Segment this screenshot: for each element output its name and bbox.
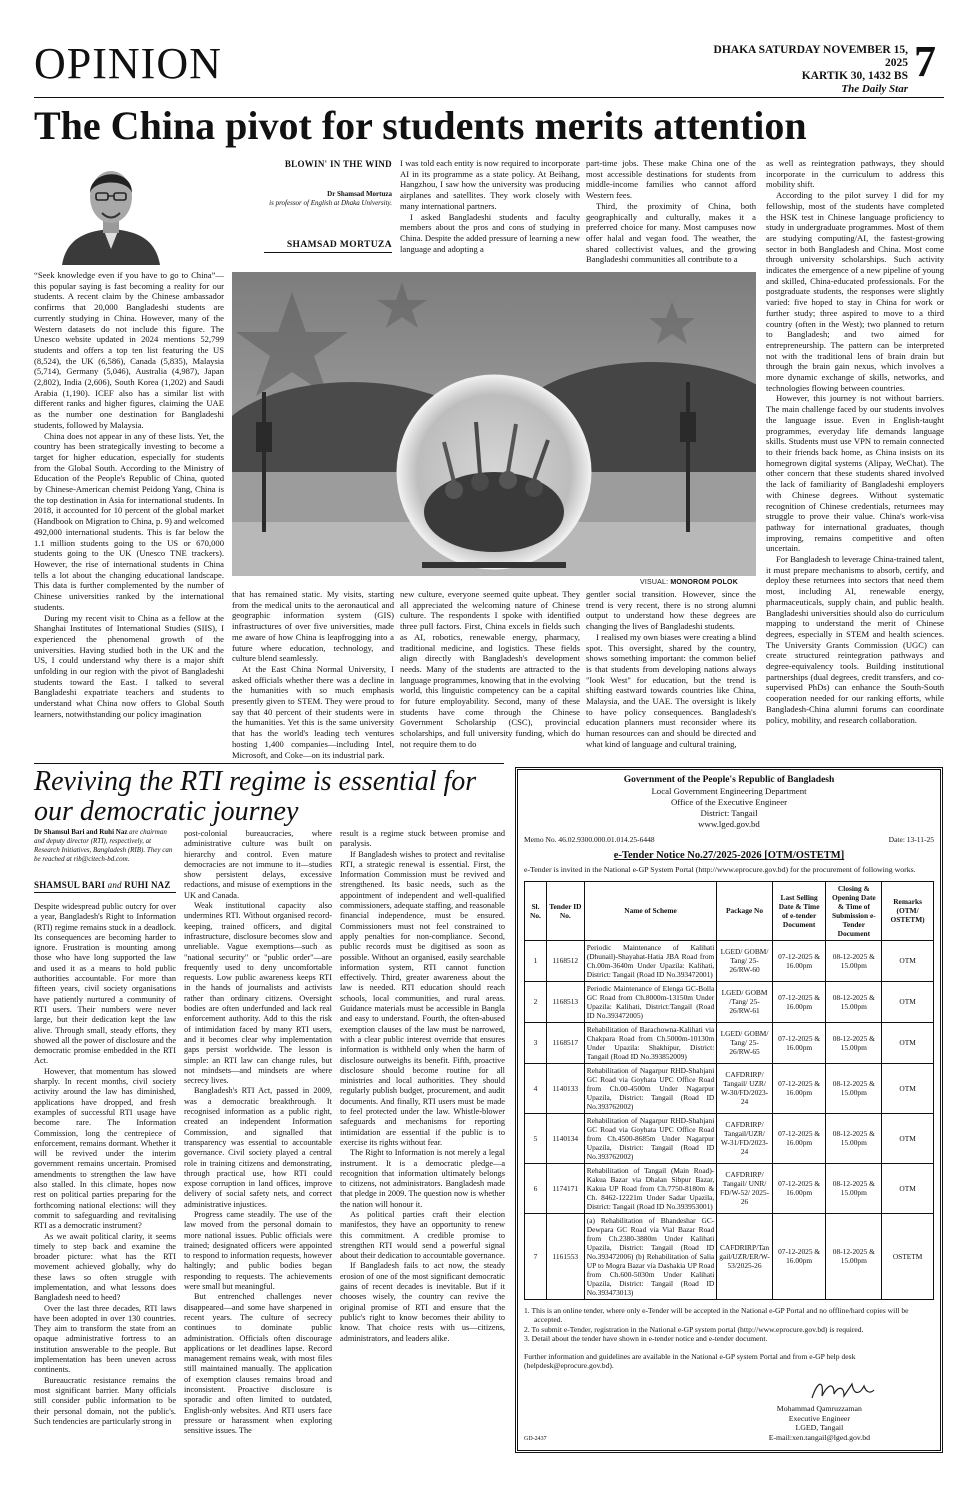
paragraph: As political parties craft their election manifestos, they have an opportunity to renew this commitment. A credible promise to strengthen RTI would send a powerful signal about their dedication to accountable governance.: [340, 1209, 505, 1261]
byline-and: and: [107, 880, 122, 890]
cell-sell: 07-12-2025 & 16.00pm: [772, 1213, 826, 1299]
byline-author-a: SHAMSUL BARI: [34, 880, 106, 890]
cell-sl: 2: [525, 981, 547, 1022]
cell-remark: OTM: [882, 940, 934, 981]
paragraph: As we await political clarity, it seems timely to step back and examine the broader picture: what has the RTI movement achieved globally, why do these laws so often struggle with implementation, and what lessons does Bangladesh need to heed?: [34, 1231, 176, 1303]
dept-name: Local Government Engineering Department: [651, 786, 807, 796]
article2-column-3: [340, 829, 505, 1455]
cell-sl: 5: [525, 1113, 547, 1163]
paragraph: I asked Bangladeshi students and faculty members about the pros and cons of studying in China. Despite the added pressure of learning a new language and adopting a: [400, 211, 580, 254]
cell-scheme: Rehabilitation of Barachowna-Kalihati via Chakpara Road from Ch.5000m-10130m Under Upazila: Shakhipur, District: Tangail (Road ID No.393852009): [584, 1022, 717, 1063]
article1-column-3-bottom: [400, 589, 580, 759]
article2-byline: [34, 880, 176, 893]
section-rule: [34, 763, 504, 764]
cell-scheme: Periodic Maintenance of Elenga GC-Bolla GC Road from Ch.8000m-13150m Under Upazila: Kalihati, District:Tangail (Road ID No.393472005): [584, 981, 717, 1022]
photo-credit: [640, 579, 738, 586]
notice-intro: e-Tender is invited in the National e-GP System Portal (http://www.eprocure.gov.bd) for the procurement of following works.: [524, 865, 916, 874]
cell-close: 08-12-2025 & 15.00pm: [826, 981, 882, 1022]
gov-name: Government of the People's Republic of Bangladesh: [623, 775, 835, 785]
paragraph: I was told each entity is now required to incorporate AI in its programme as a state policy. At Beihang, Hangzhou, I saw how the university was producing airplanes and satellites. They work closely with many international partners.: [400, 158, 580, 211]
paragraph: I realised my own biases were creating a blind spot. This oversight, shared by the country, shows something important: the common belief is that students from developing nations always "look West" for education, but the trend is shifting eastward towards countries like China, Malaysia, and the UAE. The oversight is likely to have policy consequences. Bangladesh's education planners must reconsider where its human resources can and should be directed and what kind of language and cultural training,: [586, 631, 756, 749]
paragraph: However, that momentum has slowed sharply. In recent months, civil society activity around the law has diminished, applications have dropped, and fresh examples of successful RTI usage have become rare. The Information Commission, long the centrepiece of enforcement, remains dormant. Whether it will be revived under the interim government remains uncertain. Promised amendments to strengthen the law have also stalled. In this climate, hopes now rest on political parties preparing for the forthcoming national elections: will they commit to safeguarding and revitalising RTI as a democratic instrument?: [34, 1066, 176, 1231]
photo-credit-label: VISUAL:: [640, 579, 669, 586]
article2-column-1: [34, 902, 176, 1455]
article2-bio-text: are chairman and deputy director (RTI), respectively, at Research Initiatives, Bangladesh (RIB). They can be reached at rib@citech-bd.com.: [34, 828, 173, 863]
date-block: [700, 44, 908, 96]
cell-id: 1168512: [546, 940, 584, 981]
cell-sell: 07-12-2025 & 16.00pm: [772, 1022, 826, 1063]
table-row: [525, 1213, 934, 1299]
cell-sl: 1: [525, 940, 547, 981]
signatory-office: LGED, Tangail: [795, 1423, 844, 1432]
cell-id: 1168513: [546, 981, 584, 1022]
article1-headline: The China pivot for students merits attention: [34, 103, 807, 148]
header-remarks: Remarks (OTM/ OSTETM): [882, 881, 934, 940]
further-info: Further information and guidelines are available in the National e-GP system Portal and from e-GP help desk (helpdesk@eprocure.gov.bd).: [524, 1351, 856, 1371]
paper-name: The Daily Star: [841, 83, 908, 95]
cell-close: 08-12-2025 & 15.00pm: [826, 1063, 882, 1113]
cell-close: 08-12-2025 & 15.00pm: [826, 1213, 882, 1299]
byline-author-b: RUHI NAZ: [124, 880, 171, 890]
header-sl: Sl. No.: [525, 881, 547, 940]
header-scheme: Name of Scheme: [584, 881, 717, 940]
photo-credit-name: MONOROM POLOK: [670, 579, 738, 586]
article1-column-3-top: [400, 158, 580, 270]
author-bio-text: is professor of English at Dhaka University.: [269, 199, 392, 207]
paragraph: If Bangladesh wishes to protect and revitalise RTI, a strategic renewal is essential. First, the Information Commission must be revived and strengthened. Its basic needs, such as the appointment of independent and well-qualified commissioners, adequate staffing, and reasonable financial independence, must be ensured. Commissioners must not feel constrained to apply penalties for non-compliance. Second, public records must be digitised as soon as possible. Without an organised, easily searchable information system, RTI cannot function effectively. Third, greater awareness about the law is needed. RTI education should reach schools, local communities, and rural areas. Guidance materials must be accessible in Bangla and easy to understand. Fourth, the often-abused exemption clauses of the law must be narrowed, with a clear public interest override that ensures information is withheld only when the harm of disclosure outweighs its benefit. Fifth, proactive disclosure should become routine for all ministries and local authorities. They should regularly publish budget, procurement, and audit documents. And finally, RTI users must be made to feel protected under the law. Whistle-blower safeguards and mechanisms for reporting intimidation are essential if the public is to exercise its rights without fear.: [340, 849, 505, 1147]
cell-package: CAFDRIRP/ Tangail/ UZR/ W-30/FD/2023-24: [717, 1063, 772, 1113]
article2-bio-names: Dr Shamsul Bari and Ruhi Naz: [34, 828, 128, 836]
cell-sl: 4: [525, 1063, 547, 1113]
cell-close: 08-12-2025 & 15.00pm: [826, 1113, 882, 1163]
note-item: 1. This is an online tender, where only e-Tender will be accepted in the National e-GP Portal and no offline/hard copies will be accepted.: [524, 1305, 909, 1325]
cell-id: 1140133: [546, 1063, 584, 1113]
article2-column-2: [184, 829, 332, 1455]
header-tender-id: Tender ID No.: [546, 881, 584, 940]
paragraph: “Seek knowledge even if you have to go to China”—this popular saying is fast becoming a reality for our students. A recent claim by the Chinese ambassador confirms that 20,000 Bangladeshi students are currently studying in China. However, many of the Western datasets do not include this figure. The Unesco website updated in 2024 mentions 52,799 students and offers a top ten list featuring the US (8,524), the UK (6,586), Canada (5,835), Malaysia (5,714), Germany (5,046), Australia (4,987), Japan (2,802), India (2,606), South Korea (1,202) and Saudi Arabia (1,190). ICEF also has a similar list with different ranks and higher figures, claiming the UAE as the number one destination for Bangladeshi students, followed by Malaysia.: [34, 270, 224, 430]
paragraph: If Bangladesh fails to act now, the steady erosion of one of the most significant democratic gains of recent decades is inevitable. But if it chooses wisely, the country can revive the original promise of RTI and ensure that the public's right to know becomes their ability to know. That choice rests with us—citizens, administrators, and leaders alike.: [340, 1261, 505, 1343]
office-name: Office of the Executive Engineer: [670, 797, 788, 807]
cell-sell: 07-12-2025 & 16.00pm: [772, 981, 826, 1022]
paragraph: But entrenched challenges never disappeared—and some have sharpened in recent years. The culture of secrecy continues to dominate public administration. Officials often discourage applications or let deadlines lapse. Record management remains weak, with most files still maintained manually. The application of exemption clauses remains broad and inconsistent. Proactive disclosure is sporadic and often limited to outdated, English-only websites. And RTI users face pressure or harassment when exploring sensitive issues. The: [184, 1292, 332, 1436]
paragraph: Progress came steadily. The use of the law moved from the personal domain to more national issues. Public officials were trained; designated officers were appointed to respond to information requests, however haltingly; and public bodies began responding to requests. The achievements were small but meaningful.: [184, 1209, 332, 1292]
note-item: 2. To submit e-Tender, registration in the National e-GP system portal (http://www.eprocure.gov.bd) is required.: [524, 1324, 864, 1334]
cell-remark: OTM: [882, 981, 934, 1022]
paragraph: However, this journey is not without barriers. The main challenge faced by our students involves the language issue. Even in English-taught programmes, everyday life demands language skills. Students must use VPN to remain connected to their friends back home, as China insists on its homegrown digital systems (Alipay, WeChat). The other concern that these students shared involved the lack of familiarity of Bangladeshi employers with Chinese degrees. Without systematic recognition of Chinese credentials, returnees may struggle to prove their value. China's work-visa pathway for international graduates, though improving, remains competitive and often uncertain.: [766, 393, 944, 554]
paragraph: According to the pilot survey I did for my fellowship, most of the students have completed the HSK test in Chinese language proficiency to study in undergraduate programmes. Most of them are studying computing/AI, the fastest-growing sector in both Bangladesh and China. Most come through university scholarships. Such activity indicates the emergence of a new pipeline of young and skilled, China-educated professionals. For the postgraduate students, the responses were slightly varied: five hoped to stay in China for work or further study; three aspired to move to a third country (often in the West); two planned to return to Bangladesh; and two aimed for entrepreneurship. The pattern can be interpreted not with the traditional lens of brain drain but through the brain gain nexus, which involves a more dynamic exchange of skills, networks, and technologies flowing between countries.: [766, 190, 944, 393]
author-bio: [254, 190, 392, 208]
cell-sl: 6: [525, 1163, 547, 1213]
paragraph: The Right to Information is not merely a legal instrument. It is a democratic pledge—a recognition that information ultimately belongs to citizens, not administrators. Bangladesh made that pledge in 2009. The question now is whether the nation will honour it.: [340, 1148, 505, 1209]
notice-title: e-Tender Notice No.27/2025-2026 [OTM/OSTETM]: [613, 850, 845, 861]
cell-close: 08-12-2025 & 15.00pm: [826, 940, 882, 981]
cell-remark: OSTETM: [882, 1213, 934, 1299]
cell-sl: 3: [525, 1022, 547, 1063]
table-row: [525, 1022, 934, 1063]
cell-id: 1161553: [546, 1213, 584, 1299]
cell-id: 1140134: [546, 1113, 584, 1163]
note-item: 3. Detail about the tender have shown in e-tender notice and e-tender document.: [524, 1334, 768, 1344]
table-row: [525, 1113, 934, 1163]
section-title: OPINION: [34, 39, 222, 88]
article-photo: [232, 272, 756, 576]
paragraph: post-colonial bureaucracies, where administrative culture was built on hierarchy and control. Even mature democracies are not immune to it—studies show persistent delays, excessive redactions, and misuse of exemptions in the UK and Canada.: [184, 829, 332, 900]
author-bio-name: Dr Shamsad Mortuza: [327, 190, 392, 198]
paragraph: Bangladesh's RTI Act, passed in 2009, was a democratic breakthrough. It recognised information as a public right, created an independent Information Commission, and signalled that transparency was essential to accountable governance. Civil society played a central role in training citizens and demonstrating, through practical use, how RTI could expose corruption in land offices, improve delivery of social safety nets, and correct administrative injustices.: [184, 1086, 332, 1209]
signature-icon: [808, 1376, 878, 1406]
paragraph: For Bangladesh to leverage China-trained talent, it must prepare mechanisms to absorb, certify, and deploy these returnees into sectors that need them most, including AI, renewable energy, pharmaceuticals, supply chain, and public health. Bangladeshi universities should also do curriculum mapping to understand the merit of Chinese degrees, especially in STEM and health sciences. The University Grants Commission (UGC) can create structured reintegration pathways and degree-equivalency tools. Building institutional partnerships (dual degrees, credit transfers, and co-supervised PhDs) can enhance the South-South cooperation needed for our ranking efforts, while Bangladesh-China alumni forums can coordinate policy, mobility, and research collaboration.: [766, 554, 944, 725]
signatory-block: [769, 1404, 870, 1442]
date-line: DHAKA SATURDAY NOVEMBER 15, 2025: [713, 44, 908, 69]
page-number: 7: [914, 37, 936, 86]
cell-id: 1168517: [546, 1022, 584, 1063]
cell-remark: OTM: [882, 1113, 934, 1163]
table-row: [525, 940, 934, 981]
tender-table: [524, 881, 934, 1300]
cell-package: LGED/ GOBM/ Tang/ 25-26/RW-65: [717, 1022, 772, 1063]
byline: SHAMSAD MORTUZA: [264, 240, 392, 253]
cell-remark: OTM: [882, 1163, 934, 1213]
paragraph: Third, the proximity of China, both geographically and culturally, makes it a preferred choice for many. Most campuses now offer halal and vegan food. The weather, the shared collectivist values, and the growing Bangladeshi communities all contribute to a: [586, 200, 756, 265]
memo-date: Date: 13-11-25: [888, 835, 934, 844]
cell-scheme: Periodic Maintenance of Kalihati (Dhunail)-Shayahat-Hatia JBA Road from Ch.00m-3640m Under Upazila: Kalihati, District: Tangail (Road ID No.393472001): [584, 940, 717, 981]
gd-code: GD-2437: [524, 1436, 547, 1442]
signatory-email: E-mail:xen.tangail@lged.gov.bd: [768, 1432, 870, 1442]
header-package: Package No: [717, 881, 772, 940]
website: www.lged.gov.bd: [698, 819, 760, 829]
cell-sell: 07-12-2025 & 16.00pm: [772, 1063, 826, 1113]
table-header-row: [525, 881, 934, 940]
cell-close: 08-12-2025 & 15.00pm: [826, 1163, 882, 1213]
table-row: [525, 1063, 934, 1113]
cell-scheme: Rehabilitation of Tangail (Main Road)-Kakua Bazar via Dhalan Sibpur Bazar, Kakua UP Road from Ch.7750-8180m & Ch. 8462-12221m Under Sadar Upazila, District: Tangail (Road ID No.393953001): [584, 1163, 717, 1213]
cell-sl: 7: [525, 1213, 547, 1299]
signatory-name: Mohammad Qamruzzaman: [776, 1404, 862, 1413]
paragraph: result is a regime stuck between promise and paralysis.: [340, 829, 505, 849]
article1-column-4-top: [586, 158, 756, 270]
memo-number: Memo No. 46.02.9300.000.01.014.25-6448: [524, 835, 655, 844]
article1-column-4-bottom: [586, 589, 756, 759]
paragraph: part-time jobs. These make China one of the most accessible destinations for students from middle-income families who cannot afford Western fees.: [586, 158, 756, 201]
header-closing: Closing & Opening Date & Time of Submission e-Tender Document: [826, 881, 882, 940]
column-name: BLOWIN' IN THE WIND: [284, 159, 392, 169]
article1-column-1: [34, 270, 224, 758]
header-last-selling: Last Selling Date & Time of e-tender Document: [772, 881, 826, 940]
article1-column-2: [232, 589, 394, 759]
paragraph: gentler social transition. However, since the trend is very recent, there is no strong alumni output to understand how these degrees are changing the lives of Bangladeshi students.: [586, 589, 756, 632]
paragraph: Weak institutional capacity also undermines RTI. Without organised record-keeping, trained officers, and digital infrastructure, disclosure becomes slow and unreliable. Vague exemptions—such as "national security" or "public order"—are frequently used to deny uncomfortable requests. Low public awareness keeps RTI in the hands of journalists and activists rather than ordinary citizens. Oversight bodies are often underfunded and lack real enforcement authority. Add to this the risk of intimidation faced by many RTI users, and it becomes clear why implementation gaps persist worldwide. The lesson is simple: an RTI law can change rules, but not mindsets—and mindsets are where secrecy lives.: [184, 901, 332, 1086]
memo-line: [524, 835, 934, 845]
paragraph: new culture, everyone seemed quite upbeat. They all appreciated the welcoming nature of Chinese culture. The respondents I spoke with identified three pull factors. First, China excels in fields such as AI, robotics, renewable energy, pharmacy, traditional medicine, and logistics. These fields align directly with Bangladesh's development needs. Many of the students are attracted to the language programmes, knowing that in the evolving world, this linguistic competency can be a capital for future employability. Second, many of these students have come through the Chinese Government Scholarship (CSC), provincial scholarships, and full university funding, which do not require them to do: [400, 589, 580, 749]
paragraph: During my recent visit to China as a fellow at the Shanghai Institutes of International Studies (SIIS), I experienced the phenomenal growth of the universities. Having studied both in the UK and the US, I could understand why there is a major shift unfolding in our region with the pivot of Bangladeshi students toward the East. I talked to several Bangladeshi expatriate teachers and students to understand what China now offers to Global South learners, notwithstanding our policy imagination: [34, 612, 224, 719]
district-name: District: Tangail: [700, 808, 758, 818]
paragraph: Over the last three decades, RTI laws have been adopted in over 130 countries. They aim to transform the state from an opaque administrative fortress to an institution answerable to the people. But implementation has been uneven across continents.: [34, 1303, 176, 1375]
paragraph: as well as reintegration pathways, they should incorporate in the curriculum to address this mobility shift.: [766, 158, 944, 190]
cell-scheme: (a) Rehabilitation of Bhandeshar GC-Dewpara GC Road via Vial Bazar Road from Ch.2380-3880m Under Kalihati Upazila, District: Tangail (Road ID No.393472006) (b) Rehabilitation of Salia UP to Mogra Bazar via Dashakia UP Road from Ch.600-5030m Under Kalihati Upazila, District: Tangail (Road ID No.393473013): [584, 1213, 717, 1299]
cell-scheme: Rehabilitation of Nagarpur RHD-Shahjani GC Road via Goyhata UPC Office Road from Ch.00-4500m Under Nagarpur Upazila, District: Tangail (Road ID No.393762002): [584, 1063, 717, 1113]
paragraph: that has remained static. My visits, starting from the medical units to the aeronautical and geographic information system (GIS) infrastructures of over five universities, made me aware of how China is leapfrogging into a future where education, technology, and culture blend seamlessly.: [232, 589, 394, 664]
bangla-date: KARTIK 30, 1432 BS: [801, 70, 908, 82]
cell-package: LGED/ GOBM /Tang/ 25-26/RW-61: [717, 981, 772, 1022]
signatory-title: Executive Engineer: [788, 1413, 850, 1423]
cell-close: 08-12-2025 & 15.00pm: [826, 1022, 882, 1063]
top-rule: [34, 97, 944, 98]
cell-package: CAFDRIRP/ Tangail/ UNR/ FD/W-52/ 2025-26: [717, 1163, 772, 1213]
table-row: [525, 1163, 934, 1213]
cell-remark: OTM: [882, 1063, 934, 1113]
cell-package: LGED/ GOBM/ Tang/ 25-26/RW-60: [717, 940, 772, 981]
tender-header: [524, 774, 934, 830]
paragraph: At the East China Normal University, I asked officials whether there was a decline in the humanities with so much emphasis presently given to STEM. They were proud to say that 40 percent of their students were in the humanities. Yet this is the same university that has the world's leading tech ventures hosting 1,400 companies—including Intel, Microsoft, and Coke—on its industrial park.: [232, 663, 394, 759]
cell-sell: 07-12-2025 & 16.00pm: [772, 1163, 826, 1213]
cell-remark: OTM: [882, 1022, 934, 1063]
article2-bio: [34, 828, 176, 864]
article1-column-5: [766, 158, 944, 758]
table-row: [525, 981, 934, 1022]
cell-sell: 07-12-2025 & 16.00pm: [772, 940, 826, 981]
author-portrait: [52, 157, 170, 265]
cell-id: 1174171: [546, 1163, 584, 1213]
tender-notice: [515, 767, 943, 1453]
cell-package: CAFDRIRP/Tan gail/UZR/ER/W-53/2025-26: [717, 1213, 772, 1299]
paragraph: China does not appear in any of these lists. Yet, the country has been strategically investing to become a target for higher education, especially for students from the Global South. According to the Ministry of Education of the People's Republic of China, quoted by Chinese-American chemist Peidong Yang, China is the top destination in Asia for international students. In 2018, it accounted for 10 percent of the global market (Handbook on Migration to China, p. 9) and welcomed 492,000 international students. This is far below the 1.1 million students going to the US or 670,000 students going to the UK (Unesco TNE trackers). However, the rise of international students in China tells a lot about the changing educational landscape. This data is further complemented by the number of Chinese universities ranked by the international students.: [34, 430, 224, 612]
cell-package: CAFDRIRP/ Tangail/UZR/ W-31/FD/2023-24: [717, 1113, 772, 1163]
paragraph: Bureaucratic resistance remains the most significant barrier. Many officials still consider public information to be their personal domain, not the public's. Such tendencies are particularly strong in: [34, 1375, 176, 1426]
cell-scheme: Rehabilitation of Nagarpur RHD-Shahjani GC Road via Goyhata UPC Office Road from Ch.4500-8685m Under Nagarpur Upazila, District: Tangail (Road ID No.393762002): [584, 1113, 717, 1163]
article2-headline: Reviving the RTI regime is essential for our democratic journey: [34, 766, 477, 827]
paragraph: Despite widespread public outcry for over a year, Bangladesh's Right to Information (RTI) regime remains stuck in a deadlock. Its consequences are becoming harder to ignore. Frustration is mounting among those who have long supported the law and used it as a means to hold public authorities accountable. For more than fifteen years, civil society organisations have patiently nurtured a community of RTI users. Their numbers were never large, but their dedication kept the law alive. Through small, steady efforts, they showed all the power of disclosure and the democratic promise embedded in the RTI Act.: [34, 902, 176, 1066]
tender-notes: [524, 1306, 934, 1344]
cell-sell: 07-12-2025 & 16.00pm: [772, 1113, 826, 1163]
